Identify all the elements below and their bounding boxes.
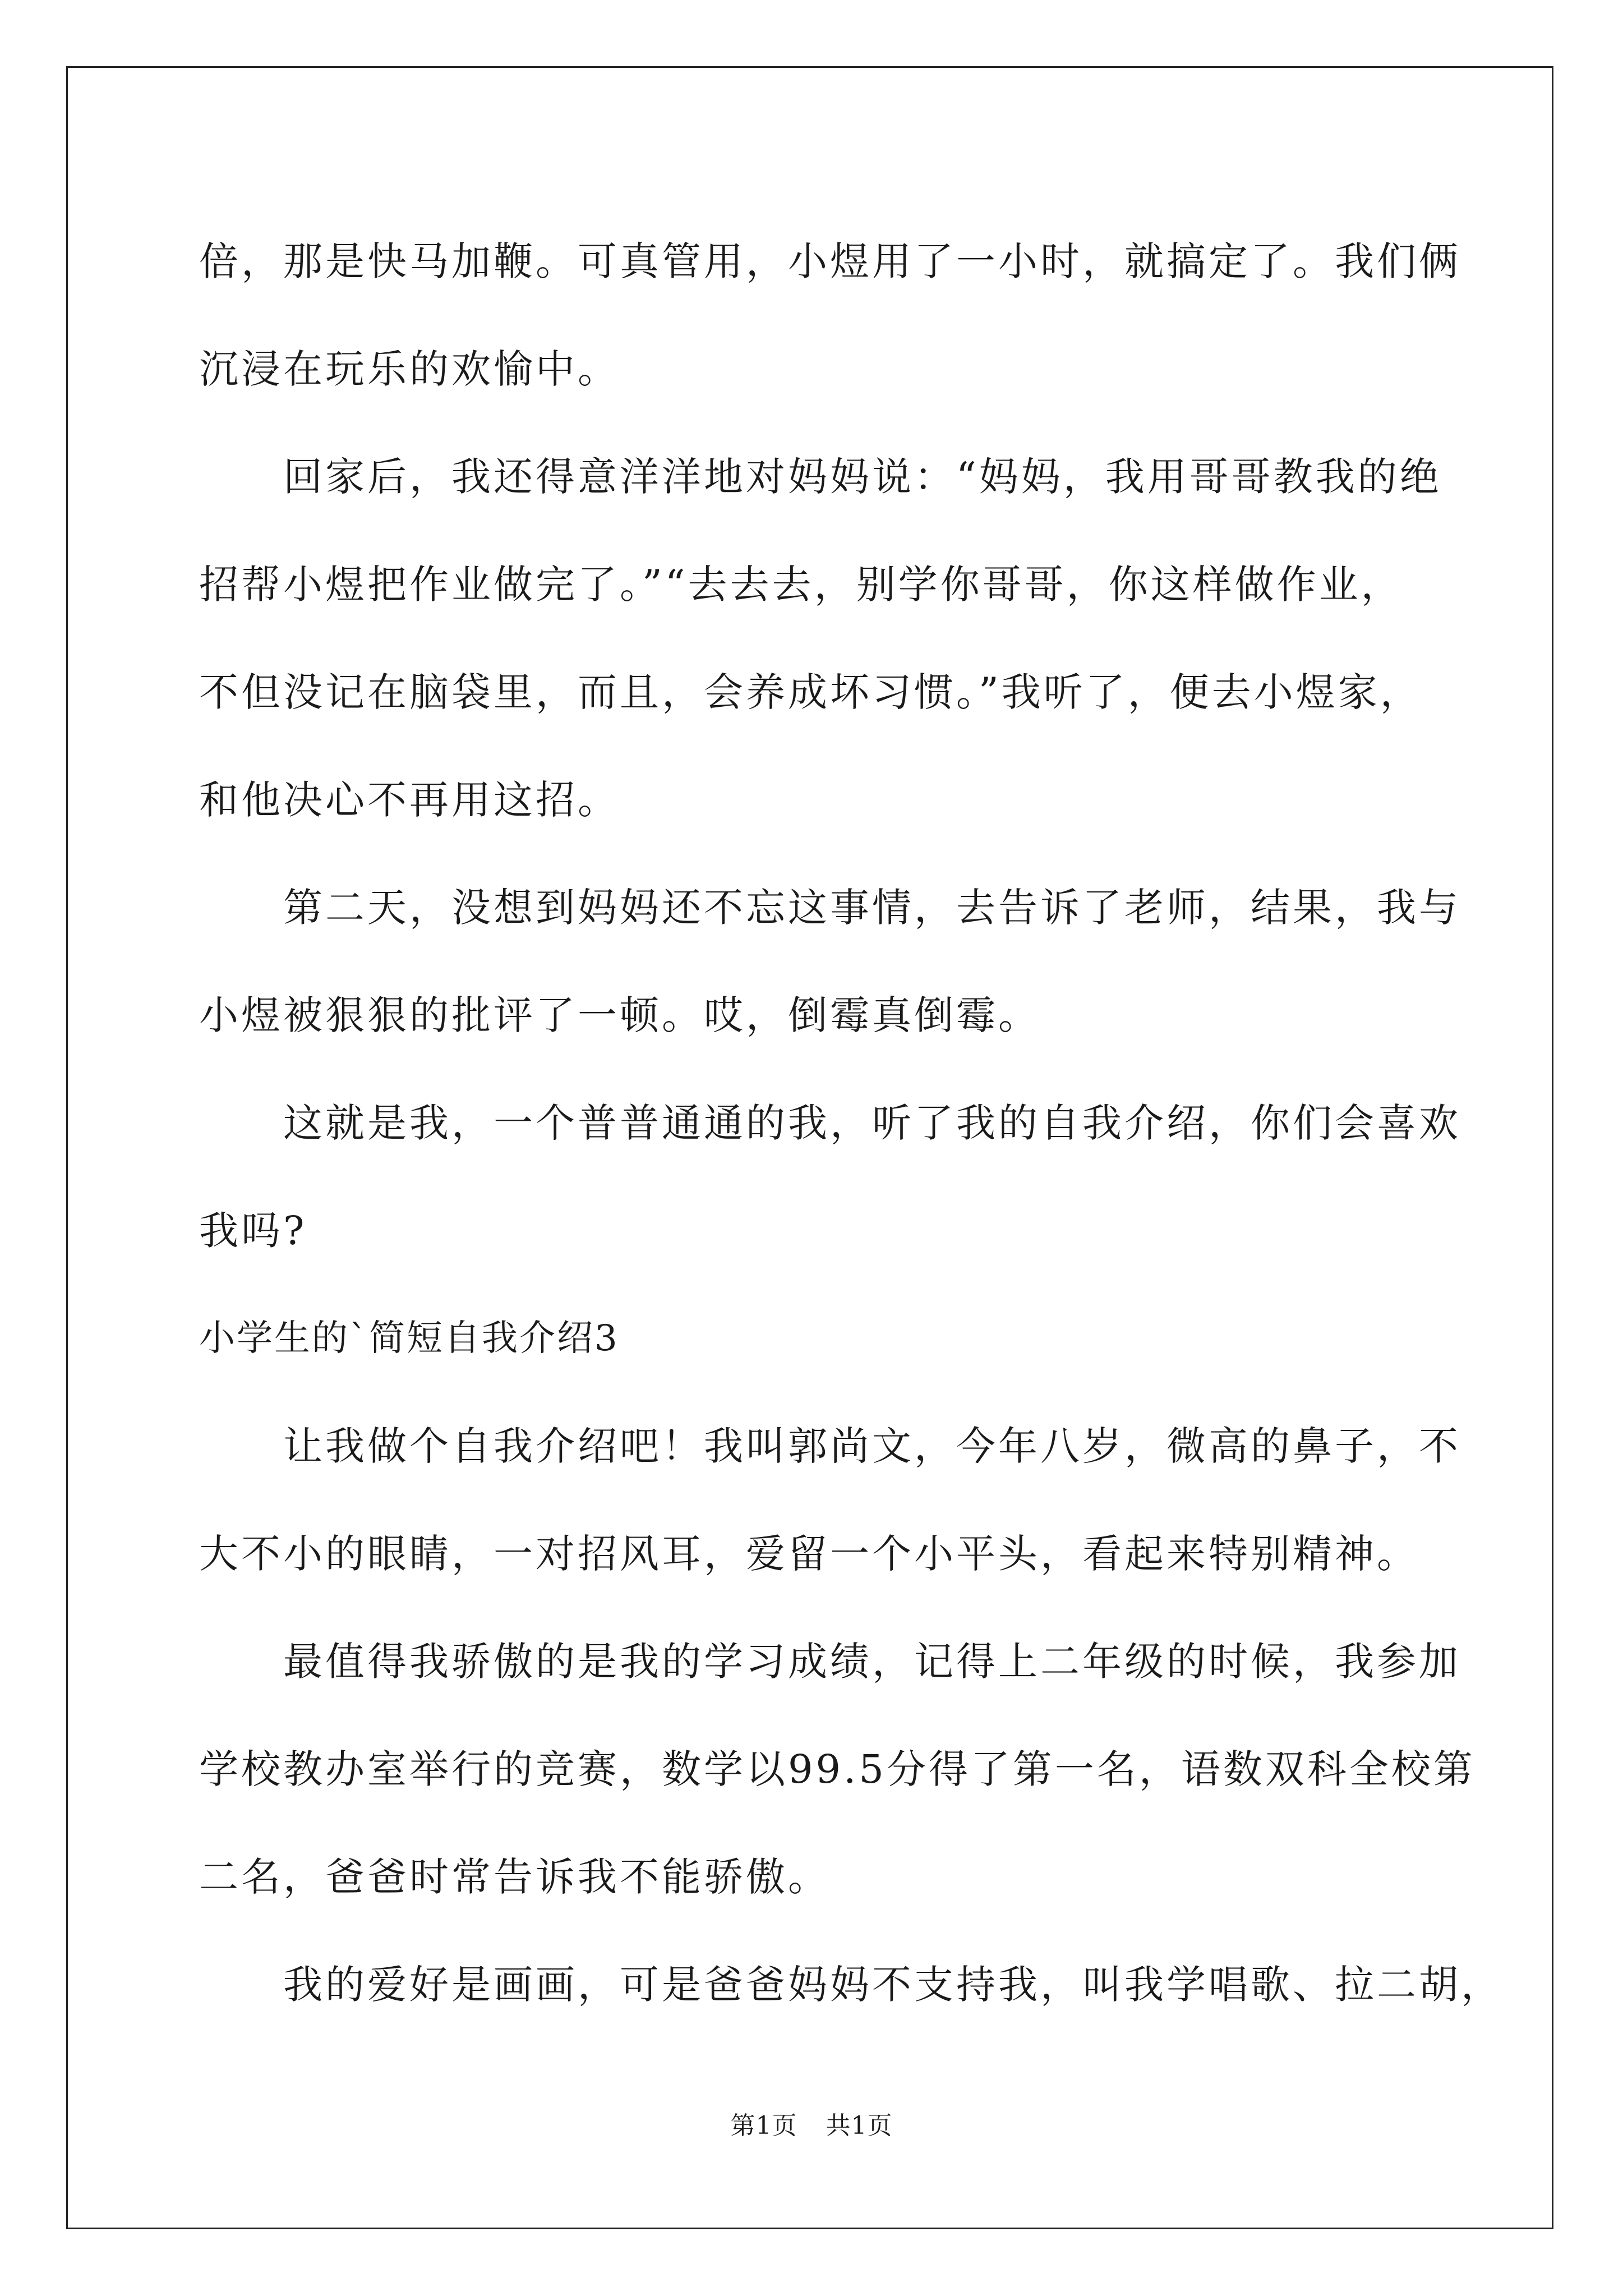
text-line: 学校教办室举行的竞赛，数学以99.5分得了第一名，语数双科全校第 xyxy=(199,1746,1476,1792)
text-line: 我吗? xyxy=(199,1208,307,1254)
page-total: 共1页 xyxy=(826,2111,893,2140)
text-line: 小煜被狠狠的批评了一顿。哎，倒霉真倒霉。 xyxy=(199,992,1040,1038)
text-line: 沉浸在玩乐的欢愉中。 xyxy=(199,346,620,392)
text-line: 第二天，没想到妈妈还不忘这事情，去告诉了老师，结果，我与 xyxy=(199,885,1461,931)
text-line: 不但没记在脑袋里，而且，会养成坏习惯。”我听了，便去小煜家， xyxy=(199,669,1422,715)
document-body xyxy=(199,208,1503,2039)
text-line: 我的爱好是画画，可是爸爸妈妈不支持我，叫我学唱歌、拉二胡， xyxy=(199,1962,1503,2008)
text-line: 让我做个自我介绍吧！我叫郭尚文，今年八岁，微高的鼻子，不 xyxy=(199,1423,1461,1469)
page-number: 第1页 xyxy=(730,2111,797,2140)
text-line: 二名，爸爸时常告诉我不能骄傲。 xyxy=(199,1854,830,1900)
text-line: 倍，那是快马加鞭。可真管用，小煜用了一小时，就搞定了。我们俩 xyxy=(199,238,1461,284)
text-line: 回家后，我还得意洋洋地对妈妈说：“妈妈，我用哥哥教我的绝 xyxy=(199,454,1442,500)
page-footer xyxy=(0,2109,1623,2143)
text-line: 大不小的眼睛，一对招风耳，爱留一个小平头，看起来特别精神。 xyxy=(199,1531,1419,1577)
text-line: 最值得我骄傲的是我的学习成绩，记得上二年级的时候，我参加 xyxy=(199,1639,1461,1685)
text-line: 招帮小煜把作业做完了。”“去去去，别学你哥哥，你这样做作业， xyxy=(199,562,1403,608)
text-line: 和他决心不再用这招。 xyxy=(199,777,620,823)
section-heading: 小学生的`简短自我介绍3 xyxy=(199,1318,619,1359)
text-line: 这就是我，一个普普通通的我，听了我的自我介绍，你们会喜欢 xyxy=(199,1100,1461,1146)
